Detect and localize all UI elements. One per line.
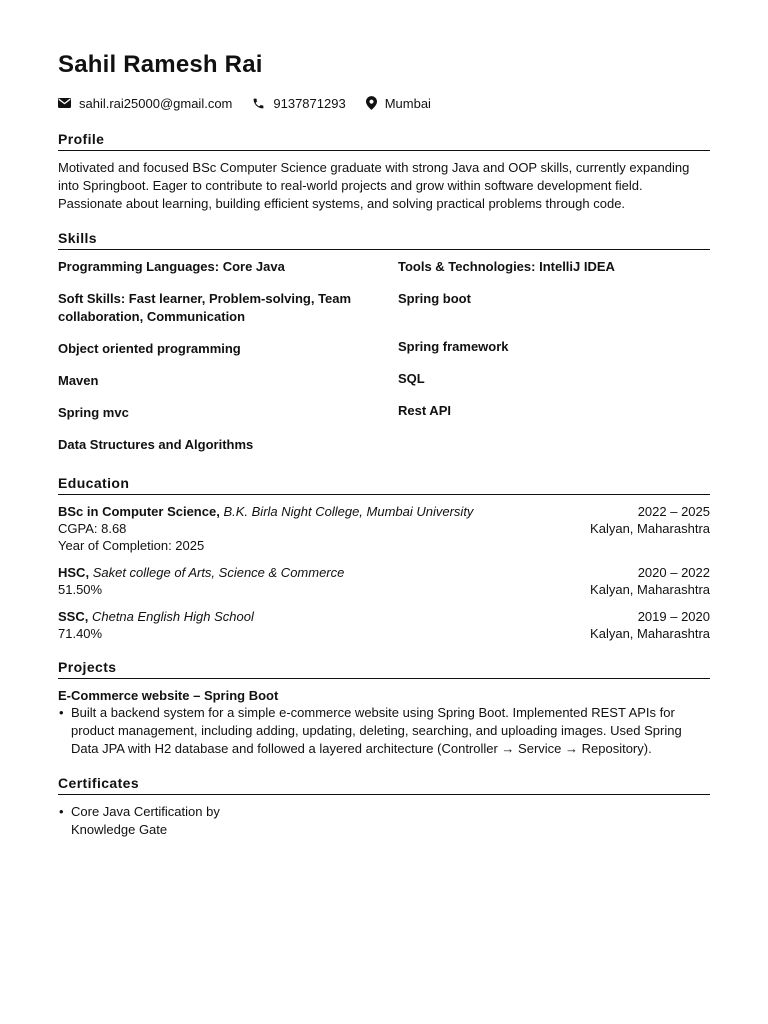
certificate-list (58, 803, 710, 839)
skill-item: Spring framework (398, 339, 509, 354)
skill-item: Data Structures and Algorithms (58, 437, 254, 452)
skill-item: Object oriented programming (58, 341, 241, 356)
skills-column-right (398, 258, 710, 458)
profile-section (58, 130, 710, 213)
skill-item: Rest API (398, 403, 451, 418)
skill-item: Programming Languages: Core Java (58, 259, 285, 274)
degree: HSC, (58, 565, 90, 580)
contact-email[interactable] (58, 96, 232, 111)
section-title-profile: Profile (58, 130, 710, 151)
institution: Chetna English High School (91, 609, 254, 624)
skills-grid (58, 258, 710, 458)
edu-location: Kalyan, Maharashtra (590, 521, 710, 536)
location-pin-icon (366, 96, 377, 110)
education-entry (58, 503, 710, 554)
candidate-name: Sahil Ramesh Rai (58, 51, 263, 78)
dates: 2020 – 2022 (637, 565, 710, 580)
education-entry (58, 564, 710, 598)
phone-text: 9137871293 (273, 95, 346, 111)
skill-item: Spring boot (398, 291, 471, 306)
education-section (58, 474, 710, 642)
edu-location: Kalyan, Maharashtra (590, 582, 710, 597)
institution: B.K. Birla Night College, Mumbai University (223, 504, 474, 519)
project-title: E-Commerce website – Spring Boot (58, 688, 279, 703)
location-text: Mumbai (384, 95, 431, 111)
skills-section (58, 229, 710, 458)
skill-item: Maven (58, 373, 99, 388)
section-title-skills: Skills (58, 229, 710, 250)
dates: 2022 – 2025 (637, 504, 710, 519)
phone-icon (252, 97, 265, 110)
section-title-certificates: Certificates (58, 774, 710, 795)
section-title-projects: Projects (58, 658, 710, 679)
institution: Saket college of Arts, Science & Commerce (92, 565, 345, 580)
degree: BSc in Computer Science, (58, 504, 220, 519)
project-bullets (58, 704, 710, 758)
contact-location (366, 96, 431, 111)
edu-location: Kalyan, Maharashtra (590, 626, 710, 641)
dates: 2019 – 2020 (637, 609, 710, 624)
project-bullet: • Built a backend system for a simple e-commerce website using Spring Boot. Implemented REST APIs for product management, including adding, updating, deleting, searching, and uploading images. Used Spring Data JPA with H2 database and followed a layered architecture (Controller → Service → Repository). (58, 704, 710, 758)
skill-item: Tools & Technologies: IntelliJ IDEA (398, 259, 615, 274)
education-entry (58, 608, 710, 642)
profile-text: Motivated and focused BSc Computer Science graduate with strong Java and OOP skills, currently expanding into Springboot. Eager to contribute to real-world projects and grow within software development field. Passionate about learning, building efficient systems, and solving practical problems through code. (58, 160, 690, 211)
grade: CGPA: 8.68 (58, 521, 127, 536)
certificates-section (58, 774, 710, 839)
contact-phone[interactable] (252, 96, 345, 111)
certificate-item: • Core Java Certification by Knowledge Gate (58, 803, 258, 839)
grade: 71.40% (58, 626, 103, 641)
email-text: sahil.rai25000@gmail.com (79, 95, 233, 111)
skill-item: SQL (398, 371, 425, 386)
section-title-education: Education (58, 474, 710, 495)
completion-year: Year of Completion: 2025 (58, 538, 205, 553)
envelope-icon (58, 98, 71, 108)
contact-bar (58, 94, 710, 112)
degree: SSC, (58, 609, 89, 624)
projects-section (58, 658, 710, 758)
skills-column-left (58, 258, 398, 458)
skill-item: Soft Skills: Fast learner, Problem-solving, Team collaboration, Communication (58, 291, 352, 324)
grade: 51.50% (58, 582, 103, 597)
skill-item: Spring mvc (58, 405, 129, 420)
